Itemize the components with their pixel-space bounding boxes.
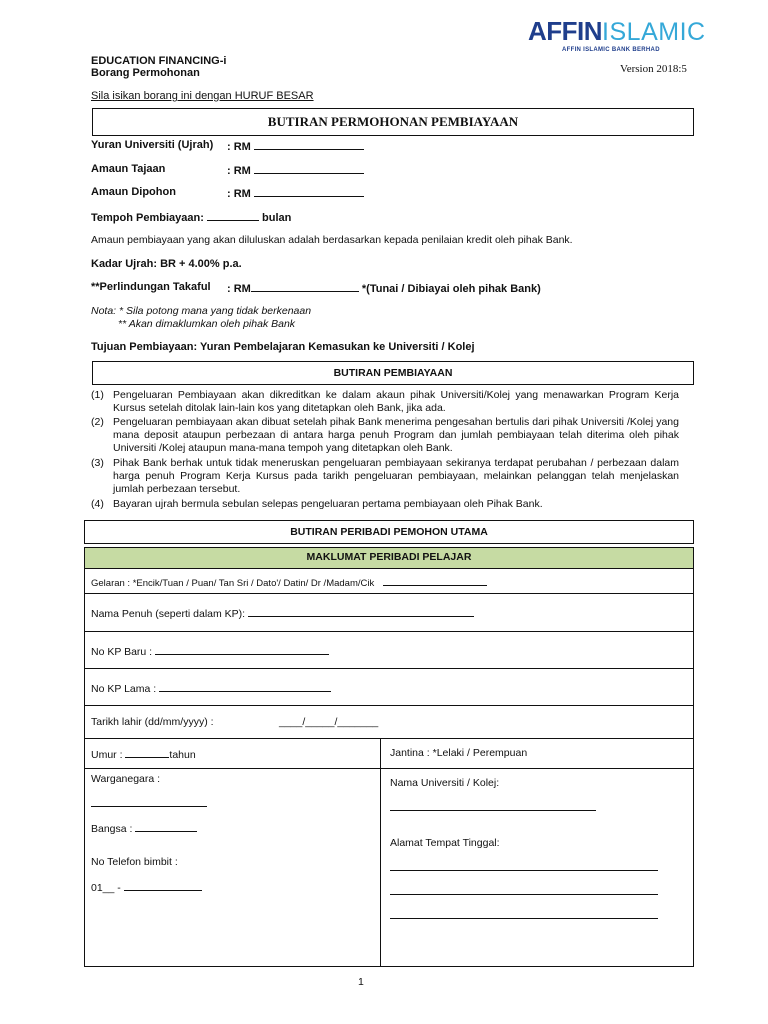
- nama-penuh-label: Nama Penuh (seperti dalam KP):: [91, 608, 246, 620]
- logo-subtext: AFFIN ISLAMIC BANK BERHAD: [562, 47, 660, 53]
- alamat-input-line-1[interactable]: [390, 860, 658, 871]
- alamat-input-line-2[interactable]: [390, 884, 658, 895]
- gelaran-label: Gelaran : *Encik/Tuan / Puan/ Tan Sri / Dato'/ Datin/ Dr /Madam/Cik: [91, 578, 375, 589]
- yuran-input[interactable]: [254, 139, 364, 150]
- nota-line-2: ** Akan dimaklumkan oleh pihak Bank: [118, 318, 296, 330]
- alamat-label: Alamat Tempat Tinggal:: [390, 837, 500, 849]
- list-item: (1) Pengeluaran Pembiayaan akan dikreditkan ke dalam akaun pihak Universiti/Kolej yang menawarkan Program Kerja Kursus setelah ditolak lain-lain kos yang ditetapkan oleh Bank, jika ada.: [91, 389, 679, 414]
- takaful-row: : RM *(Tunai / Dibiayai oleh pihak Bank): [227, 283, 541, 295]
- tempoh-unit: bulan: [262, 212, 292, 224]
- nota-line-1: Nota: * Sila potong mana yang tidak berkenaan: [91, 305, 312, 317]
- universiti-input[interactable]: [390, 800, 596, 811]
- list-item: (3) Pihak Bank berhak untuk tidak meneruskan pengeluaran pembiayaan sekiranya terdapat perubahan / perbezaan dalam harga penuh Program Kerja Kursus pada tarikh pengeluaran pembiayaan, melainkan pelanggan telah menjelaskan jumlah perbezaan tersebut.: [91, 457, 679, 495]
- approval-note: Amaun pembiayaan yang akan diluluskan adalah berdasarkan kepada penilaian kredit oleh pihak Bank.: [91, 234, 573, 246]
- takaful-option: *(Tunai / Dibiayai oleh pihak Bank): [361, 283, 541, 295]
- alamat-input-line-3[interactable]: [390, 908, 658, 919]
- kp-lama-input[interactable]: [159, 681, 331, 692]
- list-item: (2) Pengeluaran pembiayaan akan dibuat setelah pihak Bank menerima pengesahan bertulis dari pihak Universiti /Kolej yang mana deposit ataupun perbezaan di antara harga penuh Program dan jumlah pembiayaan telah diterima oleh pihak Universiti /Kolej ataupun mana-mana tempoh yang ditetapkan oleh Bank.: [91, 416, 679, 454]
- warganegara-label: Warganegara :: [91, 773, 161, 785]
- logo-affin-text: AFFIN: [528, 16, 603, 46]
- gelaran-row: [91, 575, 487, 589]
- logo-islamic-text: ISLAMIC: [602, 18, 706, 46]
- takaful-label: **Perlindungan Takaful: [91, 281, 211, 293]
- tempoh-row: [91, 210, 291, 224]
- kp-baru-input[interactable]: [155, 644, 329, 655]
- fill-instruction: Sila isikan borang ini dengan HURUF BESAR: [91, 90, 314, 102]
- kp-lama-row: [91, 681, 331, 695]
- page-number: 1: [358, 976, 364, 988]
- warganegara-input[interactable]: [91, 796, 207, 807]
- umur-row: [91, 747, 196, 761]
- jantina-label: Jantina : *Lelaki / Perempuan: [390, 747, 528, 759]
- tajaan-label: Amaun Tajaan: [91, 163, 166, 175]
- gelaran-input[interactable]: [383, 575, 487, 586]
- telefon-input[interactable]: [124, 880, 202, 891]
- dipohon-rm: : RM: [227, 186, 364, 200]
- telefon-prefix: 01__ -: [91, 882, 121, 894]
- tarikh-lahir-label: Tarikh lahir (dd/mm/yyyy) :: [91, 716, 214, 728]
- nama-penuh-row: [91, 606, 474, 620]
- kp-baru-row: [91, 644, 329, 658]
- bangsa-label: Bangsa :: [91, 823, 133, 835]
- umur-input[interactable]: [125, 747, 169, 758]
- dipohon-input[interactable]: [254, 186, 364, 197]
- umur-label: Umur :: [91, 749, 123, 761]
- kadar-ujrah: Kadar Ujrah: BR + 4.00% p.a.: [91, 258, 242, 270]
- tajaan-input[interactable]: [254, 163, 364, 174]
- telefon-label: No Telefon bimbit :: [91, 856, 178, 868]
- telefon-row: [91, 880, 202, 894]
- tempoh-label: Tempoh Pembiayaan:: [91, 212, 204, 224]
- section-title-butiran-peribadi: BUTIRAN PERIBADI PEMOHON UTAMA: [84, 520, 694, 544]
- nama-penuh-input[interactable]: [248, 606, 474, 617]
- form-name: Borang Permohonan: [91, 67, 200, 79]
- bangsa-input[interactable]: [135, 821, 197, 832]
- section-title-butiran-pembiayaan: BUTIRAN PEMBIAYAAN: [92, 361, 694, 385]
- kp-baru-label: No KP Baru :: [91, 646, 153, 658]
- universiti-label: Nama Universiti / Kolej:: [390, 777, 500, 789]
- list-item: (4) Bayaran ujrah bermula sebulan selepas pengeluaran pertama pembiayaan oleh Pihak Bank.: [91, 498, 543, 510]
- yuran-rm: : RM: [227, 139, 364, 153]
- section-title-butiran-permohonan: BUTIRAN PERMOHONAN PEMBIAYAAN: [92, 108, 694, 136]
- maklumat-pelajar-header: MAKLUMAT PERIBADI PELAJAR: [85, 548, 693, 569]
- dipohon-label: Amaun Dipohon: [91, 186, 176, 198]
- kp-lama-label: No KP Lama :: [91, 683, 157, 695]
- yuran-label: Yuran Universiti (Ujrah): [91, 139, 214, 151]
- tarikh-lahir-input[interactable]: ____/_____/_______: [279, 716, 379, 728]
- takaful-input[interactable]: [251, 281, 359, 292]
- tempoh-input[interactable]: [207, 210, 259, 221]
- affin-islamic-logo: [528, 16, 706, 53]
- product-name: EDUCATION FINANCING-i: [91, 55, 227, 67]
- version-label: Version 2018:5: [620, 63, 687, 75]
- tujuan-pembiayaan: Tujuan Pembiayaan: Yuran Pembelajaran Kemasukan ke Universiti / Kolej: [91, 341, 475, 353]
- umur-unit: tahun: [169, 749, 196, 761]
- tajaan-rm: : RM: [227, 163, 364, 177]
- bangsa-row: [91, 821, 197, 835]
